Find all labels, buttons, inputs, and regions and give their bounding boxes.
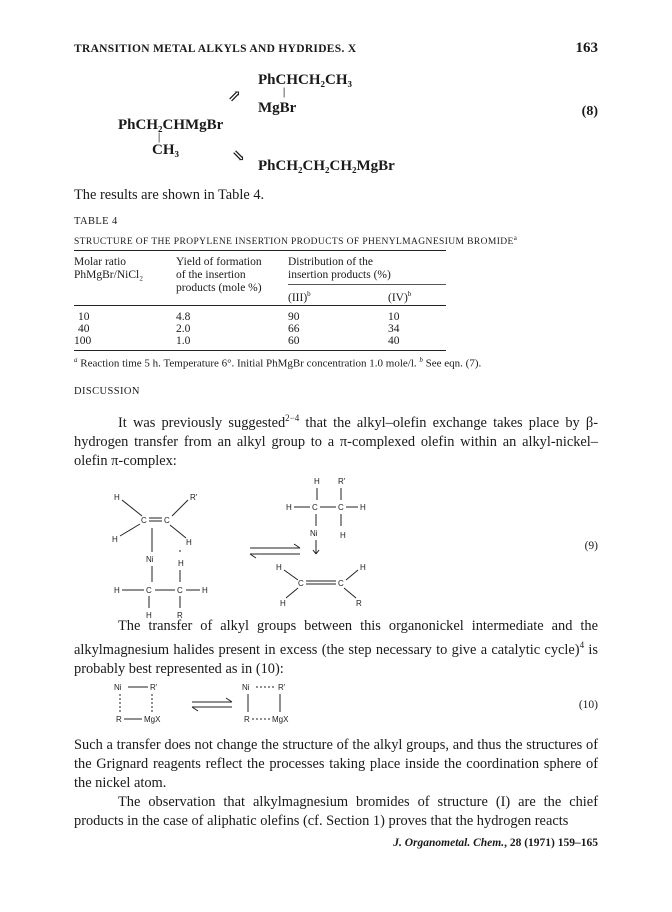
- reactant-line1: PhCH₂CHMgBr: [118, 117, 224, 133]
- svg-text:R: R: [356, 599, 362, 608]
- svg-text:H: H: [360, 563, 366, 572]
- svg-text:H: H: [286, 503, 292, 512]
- product-top-line2: MgBr: [258, 100, 297, 116]
- svg-text:H: H: [112, 535, 118, 544]
- svg-text:C: C: [338, 503, 344, 512]
- section-heading-discussion: DISCUSSION: [74, 386, 140, 397]
- intro-sentence: The results are shown in Table 4.: [74, 187, 265, 203]
- svg-text:H: H: [178, 559, 184, 568]
- table-rule-bottom: [74, 350, 446, 351]
- product-top-line1: PhCHCH₂CH₃: [258, 72, 352, 88]
- table-title: STRUCTURE OF THE PROPYLENE INSERTION PRODUCTS OF PHENYLMAGNESIUM BROMIDE$^a$: [74, 234, 518, 248]
- table-label: TABLE 4: [74, 216, 118, 227]
- paragraph-2: The transfer of alkyl groups between this organonickel intermediate and the alkylmagnesium halides present in excess (the step necessary to give a catalytic cycle)$^4$ is probably best represented as in (10):: [74, 618, 598, 677]
- col-header-iii: (III)$^b$: [288, 290, 311, 304]
- equilibrium-arrows-icon: [192, 698, 232, 711]
- svg-text:C: C: [146, 586, 152, 595]
- table-row: 40 2.0 66 34: [78, 323, 400, 335]
- svg-text:C: C: [312, 503, 318, 512]
- svg-text:Ni: Ni: [114, 683, 122, 692]
- nickel-olefin-complex: [112, 493, 208, 620]
- table-rule-sub: [288, 284, 446, 285]
- bond-mark: |: [158, 132, 161, 143]
- journal-citation: J. Organometal. Chem., 28 (1971) 159–165: [393, 837, 598, 849]
- svg-text:R: R: [177, 611, 183, 620]
- table-row: 10 4.8 90 10: [78, 311, 400, 323]
- bond-mark: |: [283, 87, 286, 98]
- svg-text:R': R': [278, 683, 286, 692]
- svg-text:R': R': [190, 493, 198, 502]
- svg-text:H: H: [280, 599, 286, 608]
- col-header-yield: Yield of formation of the insertion products (mole %): [176, 256, 262, 294]
- svg-text:H: H: [314, 477, 320, 486]
- arrow-up-right-icon: ⇗: [228, 88, 242, 105]
- diagram-eq-9: [100, 470, 530, 620]
- page-number: 163: [575, 40, 598, 56]
- svg-text:H: H: [114, 586, 120, 595]
- table-footnote: $^a$ Reaction time 5 h. Temperature 6°. Initial PhMgBr concentration 1.0 mole/l. $^b$ See eqn. (7).: [74, 356, 482, 370]
- svg-text:C: C: [338, 579, 344, 588]
- svg-text:C: C: [298, 579, 304, 588]
- table-rule-mid: [74, 305, 446, 306]
- svg-text:H: H: [340, 531, 346, 540]
- svg-text:R': R': [150, 683, 158, 692]
- arrow-down-right-icon: ⇘: [232, 148, 246, 165]
- svg-text:R: R: [244, 715, 250, 724]
- four-center-left: [114, 683, 161, 724]
- svg-text:C: C: [141, 516, 147, 525]
- svg-text:H: H: [360, 503, 366, 512]
- eq-number-10: (10): [578, 699, 598, 711]
- table-body: [74, 311, 446, 347]
- svg-text:H: H: [202, 586, 208, 595]
- alkyl-nickel-complex: [276, 477, 366, 608]
- svg-text:H: H: [114, 493, 120, 502]
- svg-text:C: C: [164, 516, 170, 525]
- equilibrium-arrows-icon: [250, 544, 300, 558]
- svg-text:H: H: [276, 563, 282, 572]
- reactant-branch: CH₃: [152, 142, 179, 158]
- diagram-eq-10: [110, 678, 330, 726]
- paragraph-3: Such a transfer does not change the structure of the alkyl groups, and thus the structures of the Grignard reagents reflect the processes taking place inside the coordination sphere of the nickel atom.: [74, 737, 598, 791]
- svg-text:Ni: Ni: [242, 683, 250, 692]
- four-center-right: [242, 683, 289, 724]
- table-row: 100 1.0 60 40: [74, 335, 400, 347]
- paragraph-1: It was previously suggested$^{2-4}$ that the alkyl–olefin exchange takes place by β-hydrogen transfer from an alkyl group to a π-complexed olefin within an alkyl-nickel–olefin π-complex:: [74, 413, 598, 469]
- svg-text:R': R': [338, 477, 346, 486]
- svg-text:Ni: Ni: [310, 529, 318, 538]
- product-bottom: PhCH₂CH₂CH₂MgBr: [258, 158, 395, 174]
- col-header-ratio: Molar ratio PhMgBr/NiCl₂: [74, 256, 144, 281]
- svg-text:MgX: MgX: [144, 715, 161, 724]
- running-title: TRANSITION METAL ALKYLS AND HYDRIDES. X: [74, 43, 357, 55]
- svg-text:MgX: MgX: [272, 715, 289, 724]
- svg-text:R: R: [116, 715, 122, 724]
- col-header-iv: (IV)$^b$: [388, 290, 412, 304]
- svg-text:Ni: Ni: [146, 555, 154, 564]
- svg-text:H: H: [146, 611, 152, 620]
- table-rule-top: [74, 250, 446, 251]
- svg-text:H: H: [186, 538, 192, 547]
- svg-text:C: C: [177, 586, 183, 595]
- eq-number-8: (8): [581, 104, 598, 119]
- eq-number-9: (9): [584, 540, 598, 552]
- paragraph-4: The observation that alkylmagnesium bromides of structure (I) are the chief products in the case of aliphatic olefins (cf. Section 1) proves that the hydrogen reacts: [74, 794, 598, 829]
- col-header-distribution: Distribution of the insertion products (%): [288, 256, 391, 281]
